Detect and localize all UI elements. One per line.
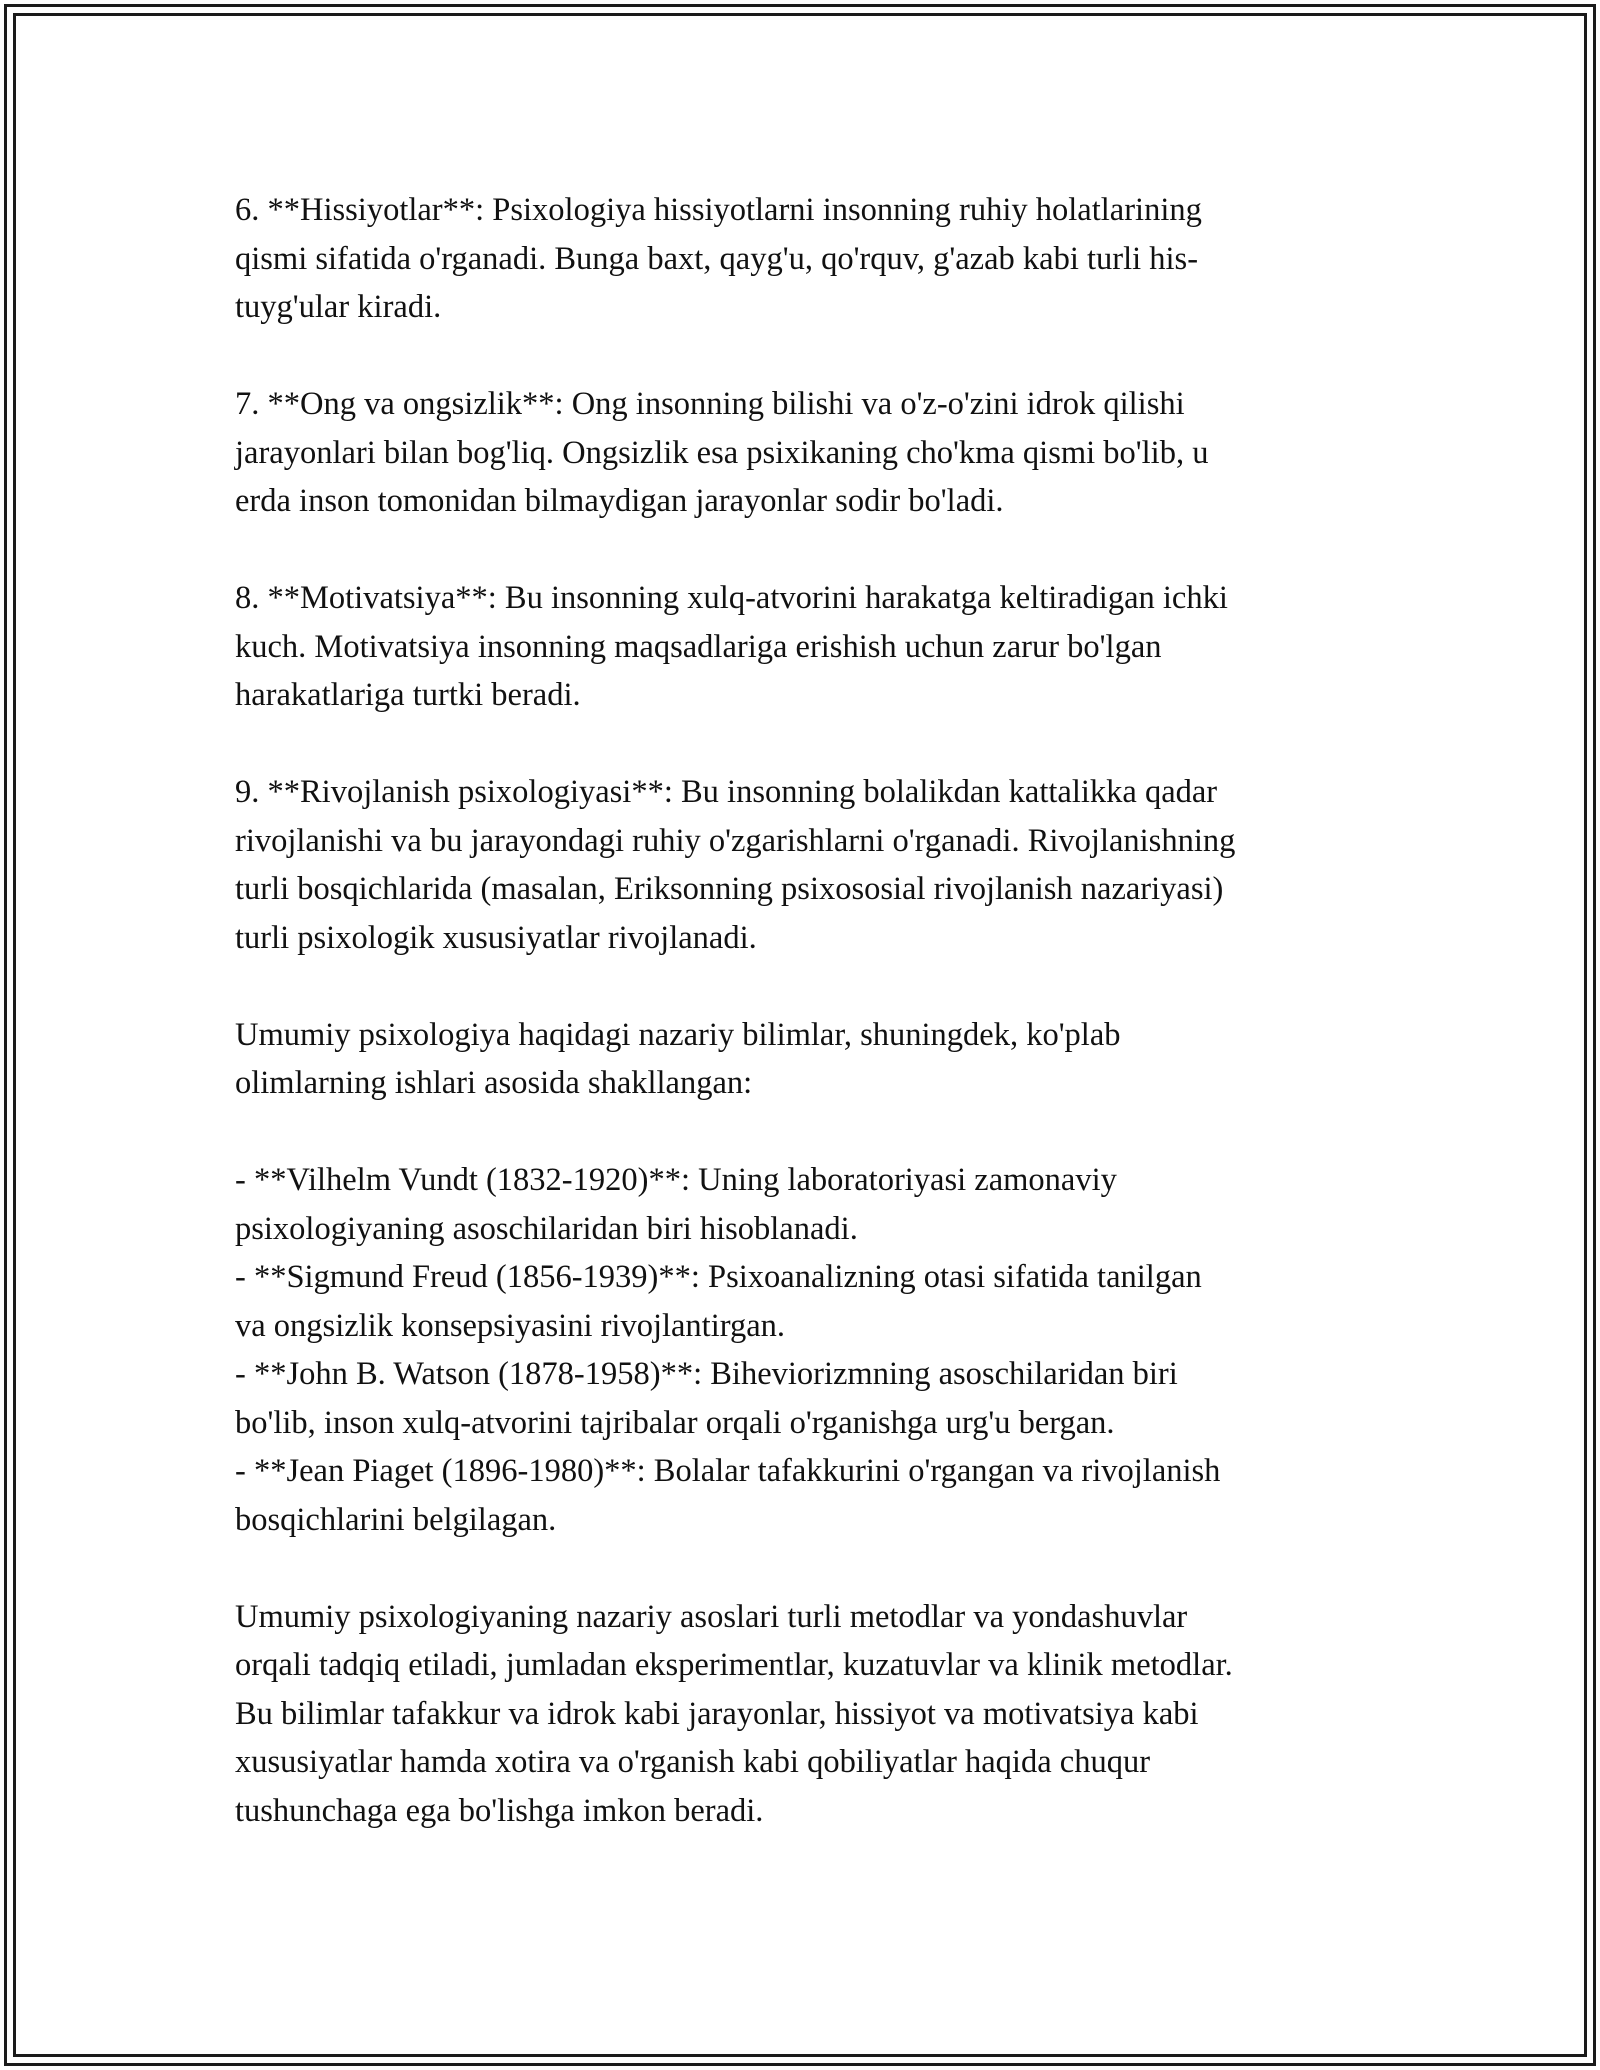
scientists-list bbox=[235, 1156, 1375, 1544]
paragraph-ong-va-ongsizlik bbox=[235, 380, 1375, 526]
text-line: turli bosqichlarida (masalan, Eriksonning psixososial rivojlanish nazariyasi) bbox=[235, 871, 1224, 907]
text-line: va ongsizlik konsepsiyasini rivojlantirgan. bbox=[235, 1307, 786, 1344]
text-line: erda inson tomonidan bilmaydigan jarayonlar sodir bo'ladi. bbox=[235, 483, 1004, 519]
text-line: bo'lib, inson xulq-atvorini tajribalar orqali o'rganishga urg'u bergan. bbox=[235, 1404, 1115, 1441]
text-line: - **Sigmund Freud (1856-1939)**: Psixoanalizning otasi sifatida tanilgan bbox=[235, 1259, 1202, 1295]
text-line: psixologiyaning asoschilaridan biri hisoblanadi. bbox=[235, 1210, 858, 1247]
text-line: Umumiy psixologiyaning nazariy asoslari turli metodlar va yondashuvlar bbox=[235, 1598, 1188, 1635]
paragraph-motivatsiya bbox=[235, 574, 1375, 720]
text-line: Bu bilimlar tafakkur va idrok kabi jarayonlar, hissiyot va motivatsiya kabi bbox=[235, 1695, 1199, 1732]
paragraph-intro-scientists bbox=[235, 1011, 1375, 1108]
text-line: turli psixologik xususiyatlar rivojlanadi. bbox=[235, 919, 757, 956]
list-item-piaget bbox=[235, 1447, 1375, 1544]
text-line: xususiyatlar hamda xotira va o'rganish kabi qobiliyatlar haqida chuqur bbox=[235, 1744, 1151, 1780]
text-line: tuyg'ular kiradi. bbox=[235, 289, 442, 325]
paragraph-hissiyotlar bbox=[235, 186, 1375, 332]
text-line: harakatlariga turtki beradi. bbox=[235, 677, 581, 713]
text-line: olimlarning ishlari asosida shakllangan: bbox=[235, 1065, 753, 1101]
text-line: Umumiy psixologiya haqidagi nazariy bilimlar, shuningdek, ko'plab bbox=[235, 1016, 1121, 1053]
paragraph-rivojlanish-psixologiyasi bbox=[235, 768, 1375, 962]
list-item-freud bbox=[235, 1253, 1375, 1350]
text-line: qismi sifatida o'rganadi. Bunga baxt, qayg'u, qo'rquv, g'azab kabi turli his- bbox=[235, 240, 1199, 277]
text-line: 8. **Motivatsiya**: Bu insonning xulq-atvorini harakatga keltiradigan ichki bbox=[235, 580, 1228, 616]
paragraph-conclusion bbox=[235, 1593, 1375, 1836]
text-line: bosqichlarini belgilagan. bbox=[235, 1501, 557, 1538]
document-body bbox=[235, 186, 1375, 1884]
text-line: orqali tadqiq etiladi, jumladan eksperimentlar, kuzatuvlar va klinik metodlar. bbox=[235, 1647, 1233, 1683]
text-line: - **John B. Watson (1878-1958)**: Biheviorizmning asoschilaridan biri bbox=[235, 1356, 1178, 1392]
text-line: kuch. Motivatsiya insonning maqsadlariga erishish uchun zarur bo'lgan bbox=[235, 628, 1162, 665]
text-line: jarayonlari bilan bog'liq. Ongsizlik esa psixikaning cho'kma qismi bo'lib, u bbox=[235, 434, 1209, 471]
text-line: 6. **Hissiyotlar**: Psixologiya hissiyotlarni insonning ruhiy holatlarining bbox=[235, 192, 1202, 228]
text-line: - **Vilhelm Vundt (1832-1920)**: Uning laboratoriyasi zamonaviy bbox=[235, 1162, 1117, 1198]
list-item-watson bbox=[235, 1350, 1375, 1447]
text-line: rivojlanishi va bu jarayondagi ruhiy o'zgarishlarni o'rganadi. Rivojlanishning bbox=[235, 822, 1236, 859]
list-item-vundt bbox=[235, 1156, 1375, 1253]
text-line: tushunchaga ega bo'lishga imkon beradi. bbox=[235, 1792, 764, 1829]
text-line: 9. **Rivojlanish psixologiyasi**: Bu insonning bolalikdan kattalikka qadar bbox=[235, 774, 1218, 810]
text-line: 7. **Ong va ongsizlik**: Ong insonning bilishi va o'z-o'zini idrok qilishi bbox=[235, 386, 1185, 422]
text-line: - **Jean Piaget (1896-1980)**: Bolalar tafakkurini o'rgangan va rivojlanish bbox=[235, 1453, 1221, 1489]
